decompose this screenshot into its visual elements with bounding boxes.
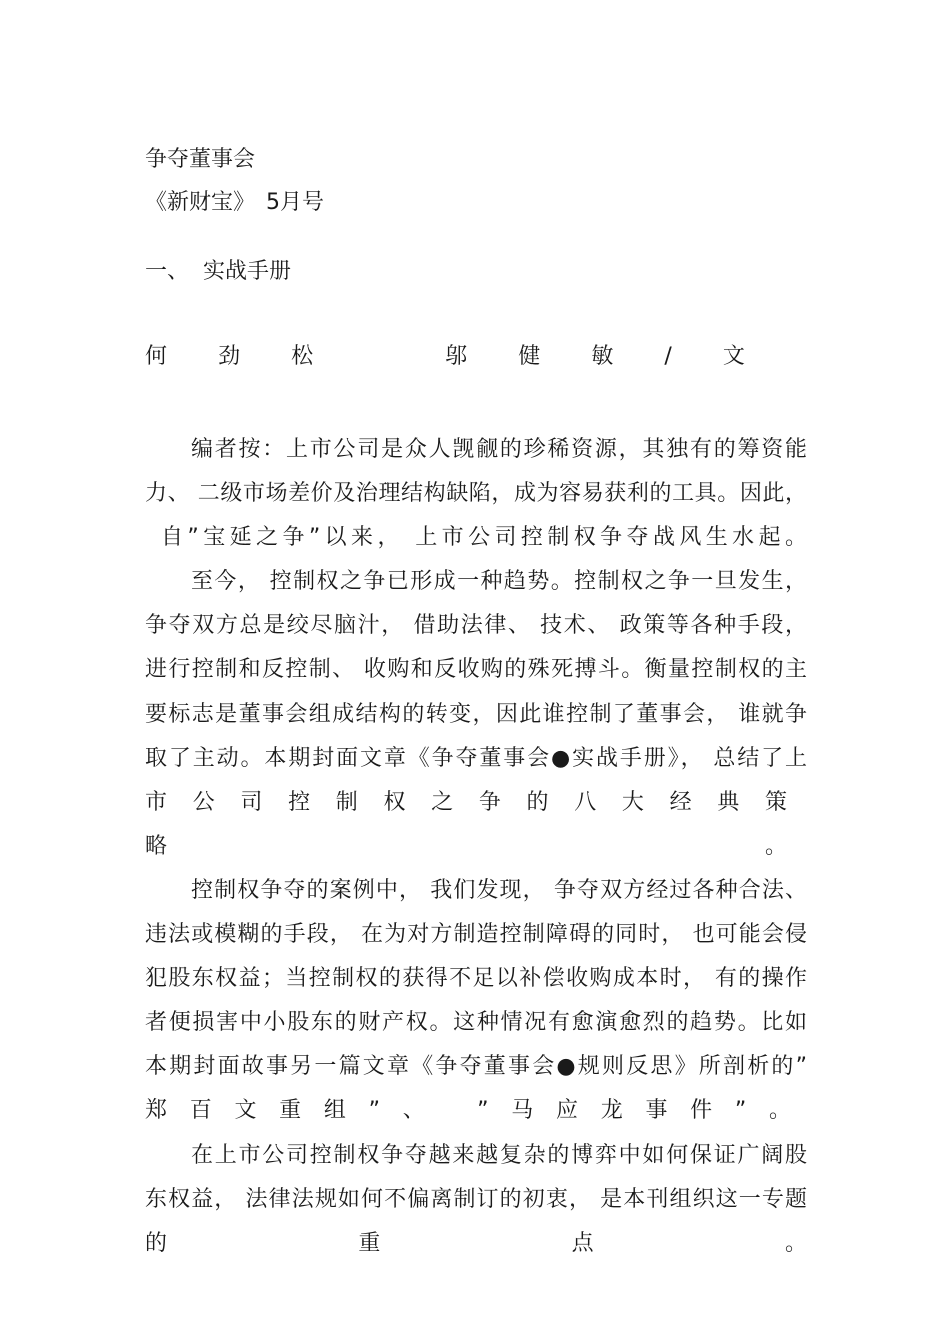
author-char: 敏: [591, 344, 614, 369]
section-title: 实战手册: [203, 259, 292, 284]
body-line: 进行控制和反控制、 收购和反收购的殊死搏斗。衡量控制权的主: [145, 657, 807, 683]
body-line: 自”宝延之争”以来， 上市公司控制权争夺战风生水起。: [161, 525, 807, 551]
body-line: 市公司控制权之争的八大经典策略。: [145, 789, 807, 859]
body-line: 犯股东权益；当控制权的获得不足以补偿收购成本时， 有的操作: [145, 966, 807, 992]
body-line: 争夺双方总是绞尽脑汁， 借助法律、 技术、 政策等各种手段，: [145, 613, 807, 639]
section-number: 一、: [145, 259, 190, 284]
body-line: 力、 二级市场差价及治理结构缺陷，成为容易获利的工具。因此，: [145, 481, 807, 507]
editor-note-body: [145, 428, 807, 1266]
body-line: 控制权争夺的案例中， 我们发现， 争夺双方经过各种合法、: [191, 877, 807, 903]
body-line: 东权益， 法律法规如何不偏离制订的初衷， 是本刊组织这一专题: [145, 1186, 807, 1212]
author-line: [145, 343, 745, 371]
body-line: 的重点。: [145, 1230, 807, 1256]
author-char: 邬: [445, 344, 468, 369]
author-gap: [364, 343, 394, 371]
author-char: 松: [291, 344, 314, 369]
body-line: 本期封面故事另一篇文章《争夺董事会●规则反思》所剖析的”: [145, 1054, 807, 1080]
author-char: 何: [145, 344, 168, 369]
author-char: 文: [722, 344, 745, 369]
body-line: 至今， 控制权之争已形成一种趋势。控制权之争一旦发生，: [191, 569, 807, 595]
author-char: /: [664, 344, 672, 369]
document-subtitle: 《新财宝》 5月号: [145, 190, 324, 215]
document-title: 争夺董事会: [145, 147, 256, 172]
body-line: 违法或模糊的手段， 在为对方制造控制障碍的同时， 也可能会侵: [145, 922, 807, 948]
body-line: 在上市公司控制权争夺越来越复杂的博弈中如何保证广阔股: [191, 1142, 807, 1168]
body-line: 取了主动。本期封面文章《争夺董事会●实战手册》， 总结了上: [145, 745, 807, 771]
body-line: 者便损害中小股东的财产权。这种情况有愈演愈烈的趋势。比如: [145, 1010, 807, 1036]
body-line: 要标志是董事会组成结构的转变，因此谁控制了董事会， 谁就争: [145, 701, 807, 727]
section-heading: [145, 258, 291, 286]
body-line: 郑百文重组”、 ”马应龙事件”。: [145, 1098, 807, 1124]
author-char: 健: [518, 344, 541, 369]
body-line: 编者按：上市公司是众人觊觎的珍稀资源，其独有的筹资能: [191, 437, 807, 462]
author-char: 劲: [218, 344, 241, 369]
